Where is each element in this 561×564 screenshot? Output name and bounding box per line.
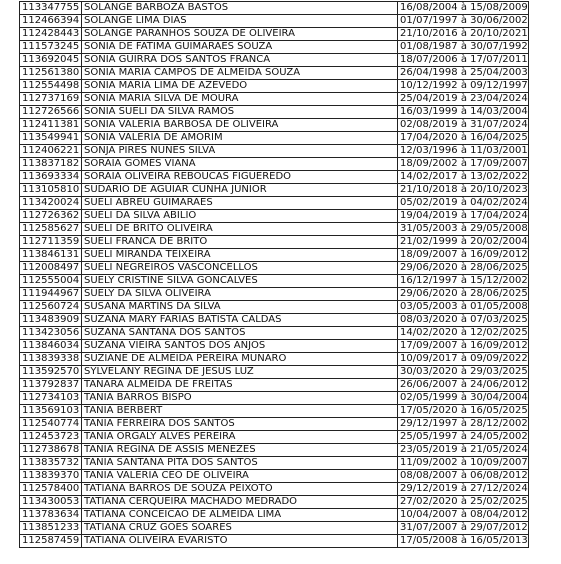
record-period-cell: 23/05/2019 à 21/05/2024 bbox=[398, 444, 529, 457]
record-name-cell: TANIA FERREIRA DOS SANTOS bbox=[82, 418, 398, 431]
table-row bbox=[20, 15, 529, 28]
record-id-cell: 113569103 bbox=[20, 405, 82, 418]
record-period-cell: 14/02/2017 à 13/02/2022 bbox=[398, 171, 529, 184]
record-id-cell: 112585627 bbox=[20, 223, 82, 236]
record-period-cell: 02/08/2019 à 31/07/2024 bbox=[398, 119, 529, 132]
record-name-cell: SUELI MIRANDA TEIXEIRA bbox=[82, 249, 398, 262]
record-period-cell: 31/05/2003 à 29/05/2008 bbox=[398, 223, 529, 236]
record-id-cell: 112578400 bbox=[20, 483, 82, 496]
record-period-cell: 30/03/2020 à 29/03/2025 bbox=[398, 366, 529, 379]
table-row bbox=[20, 41, 529, 54]
record-id-cell: 112587459 bbox=[20, 535, 82, 548]
record-id-cell: 112466394 bbox=[20, 15, 82, 28]
record-period-cell: 25/05/1997 à 24/05/2002 bbox=[398, 431, 529, 444]
record-id-cell: 112428443 bbox=[20, 28, 82, 41]
record-name-cell: SONIA DE FATIMA GUIMARAES SOUZA bbox=[82, 41, 398, 54]
record-period-cell: 25/04/2019 à 23/04/2024 bbox=[398, 93, 529, 106]
record-period-cell: 21/10/2018 à 20/10/2023 bbox=[398, 184, 529, 197]
record-name-cell: SUELI NEGREIROS VASCONCELLOS bbox=[82, 262, 398, 275]
record-period-cell: 01/08/1987 à 30/07/1992 bbox=[398, 41, 529, 54]
record-name-cell: TANIA BERBERT bbox=[82, 405, 398, 418]
record-id-cell: 112561380 bbox=[20, 67, 82, 80]
table-row bbox=[20, 353, 529, 366]
table-row bbox=[20, 288, 529, 301]
record-period-cell: 21/02/1999 à 20/02/2004 bbox=[398, 236, 529, 249]
record-name-cell: SUELI ABREU GUIMARAES bbox=[82, 197, 398, 210]
record-id-cell: 113783634 bbox=[20, 509, 82, 522]
record-name-cell: TANIA ORGALY ALVES PEREIRA bbox=[82, 431, 398, 444]
record-id-cell: 112726566 bbox=[20, 106, 82, 119]
record-name-cell: SUZIANE DE ALMEIDA PEREIRA MUNARO bbox=[82, 353, 398, 366]
record-id-cell: 113839370 bbox=[20, 470, 82, 483]
table-row bbox=[20, 522, 529, 535]
table-row bbox=[20, 119, 529, 132]
record-id-cell: 113430053 bbox=[20, 496, 82, 509]
record-name-cell: SUELI DA SILVA ABILIO bbox=[82, 210, 398, 223]
records-table-body bbox=[20, 2, 529, 548]
record-name-cell: SOLANGE LIMA DIAS bbox=[82, 15, 398, 28]
record-name-cell: SORAIA GOMES VIANA bbox=[82, 158, 398, 171]
record-name-cell: SONIA SUELI DA SILVA RAMOS bbox=[82, 106, 398, 119]
record-name-cell: SOLANGE PARANHOS SOUZA DE OLIVEIRA bbox=[82, 28, 398, 41]
record-name-cell: TANIA BARROS BISPO bbox=[82, 392, 398, 405]
table-row bbox=[20, 93, 529, 106]
record-period-cell: 29/06/2020 à 28/06/2025 bbox=[398, 288, 529, 301]
table-row bbox=[20, 236, 529, 249]
record-period-cell: 26/04/1998 à 25/04/2003 bbox=[398, 67, 529, 80]
table-row bbox=[20, 535, 529, 548]
record-id-cell: 113105810 bbox=[20, 184, 82, 197]
record-id-cell: 112711359 bbox=[20, 236, 82, 249]
record-period-cell: 18/09/2007 à 16/09/2012 bbox=[398, 249, 529, 262]
record-period-cell: 29/12/1997 à 28/12/2002 bbox=[398, 418, 529, 431]
table-row bbox=[20, 223, 529, 236]
record-name-cell: TATIANA CONCEICAO DE ALMEIDA LIMA bbox=[82, 509, 398, 522]
record-name-cell: SUSANA MARTINS DA SILVA bbox=[82, 301, 398, 314]
record-id-cell: 113851233 bbox=[20, 522, 82, 535]
record-period-cell: 16/12/1997 à 15/12/2002 bbox=[398, 275, 529, 288]
record-name-cell: SUELY DA SILVA OLIVEIRA bbox=[82, 288, 398, 301]
record-period-cell: 19/04/2019 à 17/04/2024 bbox=[398, 210, 529, 223]
table-row bbox=[20, 327, 529, 340]
record-period-cell: 02/05/1999 à 30/04/2004 bbox=[398, 392, 529, 405]
record-name-cell: SUELI DE BRITO OLIVEIRA bbox=[82, 223, 398, 236]
table-row bbox=[20, 301, 529, 314]
record-id-cell: 112726362 bbox=[20, 210, 82, 223]
record-name-cell: SUELI FRANCA DE BRITO bbox=[82, 236, 398, 249]
table-row bbox=[20, 28, 529, 41]
record-id-cell: 113846131 bbox=[20, 249, 82, 262]
records-table bbox=[19, 1, 529, 548]
record-period-cell: 21/10/2016 à 20/10/2021 bbox=[398, 28, 529, 41]
record-period-cell: 17/05/2008 à 16/05/2013 bbox=[398, 535, 529, 548]
table-row bbox=[20, 275, 529, 288]
record-name-cell: SONIA MARIA CAMPOS DE ALMEIDA SOUZA bbox=[82, 67, 398, 80]
record-id-cell: 112540774 bbox=[20, 418, 82, 431]
table-row bbox=[20, 67, 529, 80]
record-name-cell: TANIA VALERIA CEO DE OLIVEIRA bbox=[82, 470, 398, 483]
record-id-cell: 113839338 bbox=[20, 353, 82, 366]
record-period-cell: 10/12/1992 à 09/12/1997 bbox=[398, 80, 529, 93]
table-row bbox=[20, 314, 529, 327]
record-id-cell: 112411381 bbox=[20, 119, 82, 132]
table-row bbox=[20, 210, 529, 223]
record-id-cell: 112560724 bbox=[20, 301, 82, 314]
record-name-cell: TATIANA BARROS DE SOUZA PEIXOTO bbox=[82, 483, 398, 496]
table-row bbox=[20, 132, 529, 145]
record-period-cell: 10/04/2007 à 08/04/2012 bbox=[398, 509, 529, 522]
record-period-cell: 11/09/2002 à 10/09/2007 bbox=[398, 457, 529, 470]
record-id-cell: 112738678 bbox=[20, 444, 82, 457]
table-row bbox=[20, 2, 529, 15]
record-name-cell: TATIANA CERQUEIRA MACHADO MEDRADO bbox=[82, 496, 398, 509]
record-name-cell: TATIANA OLIVEIRA EVARISTO bbox=[82, 535, 398, 548]
record-period-cell: 05/02/2019 à 04/02/2024 bbox=[398, 197, 529, 210]
record-period-cell: 17/05/2020 à 16/05/2025 bbox=[398, 405, 529, 418]
record-id-cell: 113693334 bbox=[20, 171, 82, 184]
table-row bbox=[20, 197, 529, 210]
record-period-cell: 17/04/2020 à 16/04/2025 bbox=[398, 132, 529, 145]
record-id-cell: 112554498 bbox=[20, 80, 82, 93]
record-id-cell: 113423056 bbox=[20, 327, 82, 340]
table-row bbox=[20, 366, 529, 379]
record-id-cell: 113483909 bbox=[20, 314, 82, 327]
record-name-cell: SUELY CRISTINE SILVA GONCALVES bbox=[82, 275, 398, 288]
record-id-cell: 112008497 bbox=[20, 262, 82, 275]
record-name-cell: SUZANA VIEIRA SANTOS DOS ANJOS bbox=[82, 340, 398, 353]
record-id-cell: 113347755 bbox=[20, 2, 82, 15]
record-id-cell: 113835732 bbox=[20, 457, 82, 470]
record-id-cell: 113592570 bbox=[20, 366, 82, 379]
record-id-cell: 112555004 bbox=[20, 275, 82, 288]
record-period-cell: 27/02/2020 à 25/02/2025 bbox=[398, 496, 529, 509]
table-row bbox=[20, 431, 529, 444]
record-id-cell: 112406221 bbox=[20, 145, 82, 158]
record-id-cell: 113549941 bbox=[20, 132, 82, 145]
record-period-cell: 08/03/2020 à 07/03/2025 bbox=[398, 314, 529, 327]
record-name-cell: SONIA GUIRRA DOS SANTOS FRANCA bbox=[82, 54, 398, 67]
record-name-cell: SONIA VALERIA DE AMORIM bbox=[82, 132, 398, 145]
table-row bbox=[20, 106, 529, 119]
record-period-cell: 03/05/2003 à 01/05/2008 bbox=[398, 301, 529, 314]
record-period-cell: 18/07/2006 à 17/07/2011 bbox=[398, 54, 529, 67]
record-id-cell: 112737169 bbox=[20, 93, 82, 106]
table-row bbox=[20, 496, 529, 509]
table-row bbox=[20, 457, 529, 470]
record-id-cell: 111944967 bbox=[20, 288, 82, 301]
record-name-cell: TANIA SANTANA PITA DOS SANTOS bbox=[82, 457, 398, 470]
record-id-cell: 113692045 bbox=[20, 54, 82, 67]
table-row bbox=[20, 405, 529, 418]
record-name-cell: SONJA PIRES NUNES SILVA bbox=[82, 145, 398, 158]
record-name-cell: SYLVELANY REGINA DE JESUS LUZ bbox=[82, 366, 398, 379]
record-name-cell: SONIA MARIA SILVA DE MOURA bbox=[82, 93, 398, 106]
record-period-cell: 26/06/2007 à 24/06/2012 bbox=[398, 379, 529, 392]
table-row bbox=[20, 184, 529, 197]
table-row bbox=[20, 340, 529, 353]
record-period-cell: 29/12/2019 à 27/12/2024 bbox=[398, 483, 529, 496]
table-row bbox=[20, 145, 529, 158]
table-row bbox=[20, 444, 529, 457]
record-name-cell: SOLANGE BARBOZA BASTOS bbox=[82, 2, 398, 15]
table-row bbox=[20, 418, 529, 431]
record-id-cell: 113792837 bbox=[20, 379, 82, 392]
record-name-cell: TANIA REGINA DE ASSIS MENEZES bbox=[82, 444, 398, 457]
table-row bbox=[20, 54, 529, 67]
record-id-cell: 111573245 bbox=[20, 41, 82, 54]
record-name-cell: TANARA ALMEIDA DE FREITAS bbox=[82, 379, 398, 392]
record-period-cell: 10/09/2017 à 09/09/2022 bbox=[398, 353, 529, 366]
table-row bbox=[20, 392, 529, 405]
record-name-cell: SUDARIO DE AGUIAR CUNHA JUNIOR bbox=[82, 184, 398, 197]
record-id-cell: 113846034 bbox=[20, 340, 82, 353]
record-name-cell: SUZANA MARY FARIAS BATISTA CALDAS bbox=[82, 314, 398, 327]
record-name-cell: TATIANA CRUZ GOES SOARES bbox=[82, 522, 398, 535]
record-id-cell: 113420024 bbox=[20, 197, 82, 210]
table-row bbox=[20, 262, 529, 275]
table-row bbox=[20, 249, 529, 262]
record-period-cell: 12/03/1996 à 11/03/2001 bbox=[398, 145, 529, 158]
table-row bbox=[20, 158, 529, 171]
record-period-cell: 16/08/2004 à 15/08/2009 bbox=[398, 2, 529, 15]
record-name-cell: SONIA MARIA LIMA DE AZEVEDO bbox=[82, 80, 398, 93]
table-row bbox=[20, 80, 529, 93]
record-name-cell: SORAIA OLIVEIRA REBOUCAS FIGUEREDO bbox=[82, 171, 398, 184]
record-period-cell: 14/02/2020 à 12/02/2025 bbox=[398, 327, 529, 340]
record-period-cell: 29/06/2020 à 28/06/2025 bbox=[398, 262, 529, 275]
record-period-cell: 08/08/2007 à 06/08/2012 bbox=[398, 470, 529, 483]
record-name-cell: SONIA VALERIA BARBOSA DE OLIVEIRA bbox=[82, 119, 398, 132]
table-row bbox=[20, 483, 529, 496]
table-row bbox=[20, 379, 529, 392]
table-row bbox=[20, 509, 529, 522]
record-period-cell: 01/07/1997 à 30/06/2002 bbox=[398, 15, 529, 28]
record-id-cell: 112453723 bbox=[20, 431, 82, 444]
record-period-cell: 31/07/2007 à 29/07/2012 bbox=[398, 522, 529, 535]
record-period-cell: 16/03/1999 à 14/03/2004 bbox=[398, 106, 529, 119]
record-id-cell: 112734103 bbox=[20, 392, 82, 405]
record-id-cell: 113837182 bbox=[20, 158, 82, 171]
record-name-cell: SUZANA SANTANA DOS SANTOS bbox=[82, 327, 398, 340]
record-period-cell: 18/09/2002 à 17/09/2007 bbox=[398, 158, 529, 171]
record-period-cell: 17/09/2007 à 16/09/2012 bbox=[398, 340, 529, 353]
table-row bbox=[20, 171, 529, 184]
table-row bbox=[20, 470, 529, 483]
